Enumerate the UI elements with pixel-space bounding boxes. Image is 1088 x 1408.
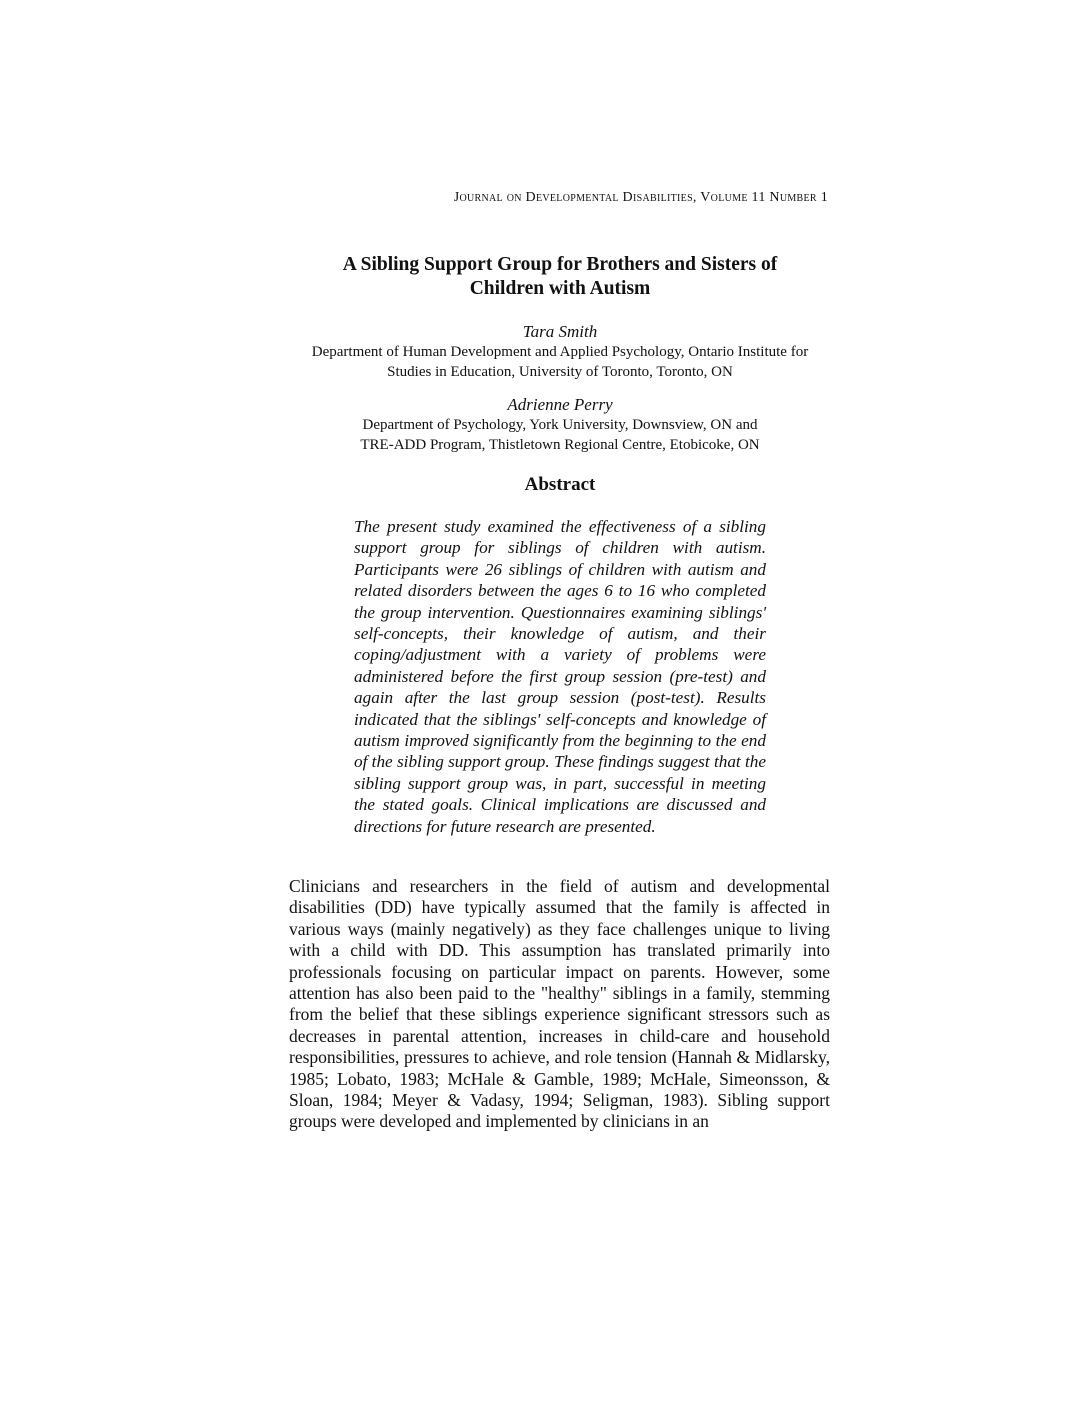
author-name: Adrienne Perry [507,395,613,414]
author-affiliation-line-2: Studies in Education, University of Toronto, Toronto, ON [387,364,733,380]
author-block-2 [270,394,850,455]
author-block-1 [270,321,850,382]
author-affiliation-line-1: Department of Psychology, York University, Downsview, ON and [362,417,758,433]
author-affiliation-line-2: TRE-ADD Program, Thistletown Regional Centre, Etobicoke, ON [360,437,760,453]
running-header: Journal on Developmental Disabilities, Volume 11 Number 1 [453,190,828,205]
article-title [290,253,830,301]
abstract-heading: Abstract [524,474,596,495]
author-name: Tara Smith [522,322,598,341]
article-title-line-2: Children with Autism [469,278,651,299]
body-paragraph: Clinicians and researchers in the field of autism and developmental disabilities (DD) have typically assumed that the family is affected in various ways (mainly negatively) as they face challenges unique to living with a child with DD. This assumption has translated primarily into professionals focusing on particular impact on parents. However, some attention has also been paid to the "healthy" siblings in a family, stemming from the belief that these siblings experience significant stressors such as decreases in parental attention, increases in child-care and household responsibilities, pressures to achieve, and role tension (Hannah & Midlarsky, 1985; Lobato, 1983; McHale & Gamble, 1989; McHale, Simeonsson, & Sloan, 1984; Meyer & Vadasy, 1994; Seligman, 1983). Sibling support groups were developed and implemented by clinicians in an [289,876,830,1132]
article-title-line-1: A Sibling Support Group for Brothers and Sisters of [342,254,778,275]
author-affiliation-line-1: Department of Human Development and Applied Psychology, Ontario Institute for [311,344,809,360]
abstract-text: The present study examined the effectiveness of a sibling support group for siblings of children with autism. Participants were 26 siblings of children with autism and related disorders between the ages 6 to 16 who completed the group intervention. Questionnaires examining siblings' self-concepts, their knowledge of autism, and their coping/adjustment with a variety of problems were administered before the first group session (pre-test) and again after the last group session (post-test). Results indicated that the siblings' self-concepts and knowledge of autism improved significantly from the beginning to the end of the sibling support group. These findings suggest that the sibling support group was, in part, successful in meeting the stated goals. Clinical implications are discussed and directions for future research are presented. [354,517,766,836]
